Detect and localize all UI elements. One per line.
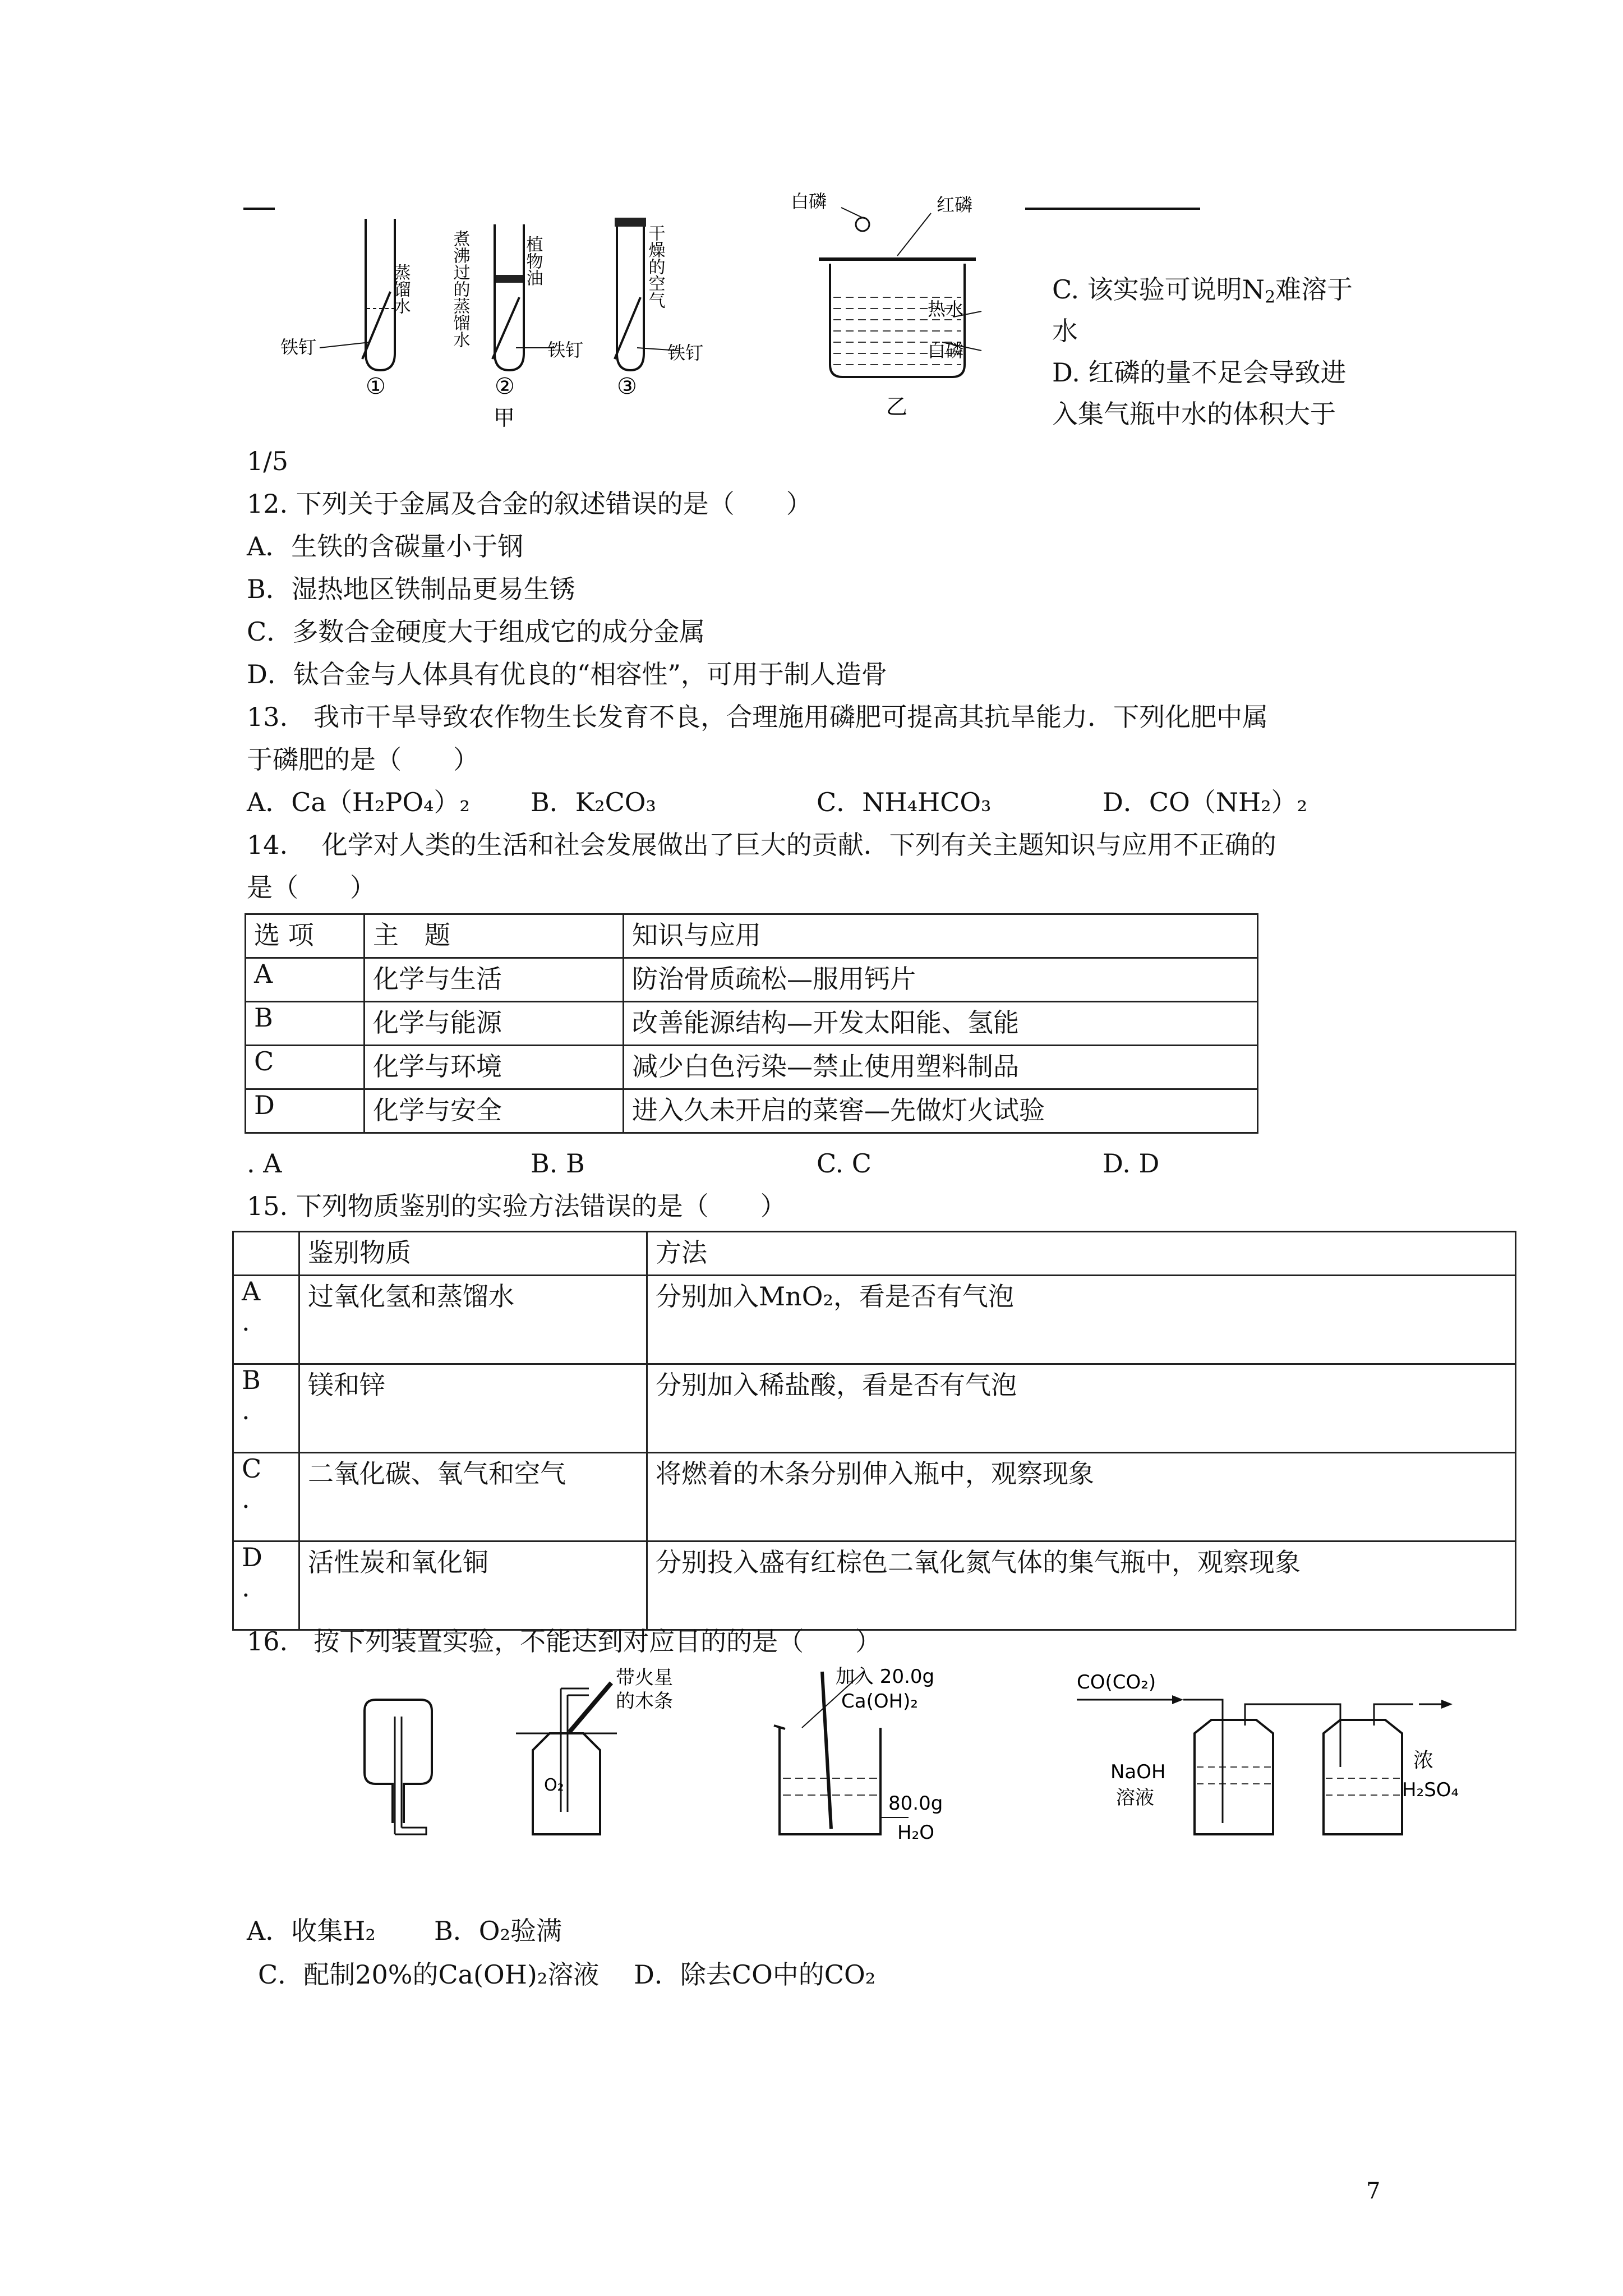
table-row xyxy=(246,1046,1258,1089)
q11-option-d-line1: D. 红磷的量不足会导致进 xyxy=(1052,357,1347,388)
q16-option-d: D．除去CO中的CO₂ xyxy=(634,1959,876,1990)
q14-cell: 改善能源结构—开发太阳能、氢能 xyxy=(624,1002,1258,1046)
c-add-label-1: 加入 20.0g xyxy=(836,1666,935,1688)
q15-cell: 分别投入盛有红棕色二氧化氮气体的集气瓶中，观察现象 xyxy=(647,1542,1516,1630)
apparatus-b-o2-check xyxy=(516,1667,673,1834)
q15-cell: 过氧化氢和蒸馏水 xyxy=(299,1276,647,1364)
q11-option-c-line1: C. 该实验可说明$N_2$难溶于 xyxy=(1052,274,1353,307)
q15-table xyxy=(232,1231,1516,1631)
apparatus-d-remove-co2 xyxy=(1077,1671,1459,1834)
c-add-label-2: Ca(OH)₂ xyxy=(841,1690,919,1713)
jia-boiled-label: 煮沸过的蒸馏水 xyxy=(450,230,470,348)
d-conc-label-2: H₂SO₄ xyxy=(1402,1779,1459,1801)
q16-option-c: C．配制20%的Ca(OH)₂溶液 xyxy=(258,1959,600,1990)
jia-number-3: ③ xyxy=(617,374,637,399)
table-row xyxy=(233,1542,1516,1630)
apparatus-c-solution xyxy=(774,1666,943,1844)
jia-nail-label-1: 铁钉 xyxy=(280,337,317,358)
q15-cell: 镁和锌 xyxy=(299,1364,647,1453)
q16-stem: 16. 按下列装置实验，不能达到对应目的的是（ ） xyxy=(247,1626,882,1657)
q14-header-knowledge: 知识与应用 xyxy=(624,914,1258,958)
d-gas-label: CO(CO₂) xyxy=(1077,1671,1156,1694)
b-splint-label-2: 的木条 xyxy=(616,1690,673,1713)
q14-cell: 化学与生活 xyxy=(365,958,624,1002)
q15-cell: 分别加入稀盐酸，看是否有气泡 xyxy=(647,1364,1516,1453)
q15-cell: 活性炭和氧化铜 xyxy=(299,1542,647,1630)
q15-header-substance: 鉴别物质 xyxy=(299,1232,647,1276)
figure-q16-apparatus xyxy=(348,1666,1469,1851)
q14-cell: A xyxy=(246,958,365,1002)
test-tube-1 xyxy=(320,219,395,370)
q14-cell: 防治骨质疏松—服用钙片 xyxy=(624,958,1258,1002)
q12-option-d: D．钛合金与人体具有优良的“相容性”，可用于制人造骨 xyxy=(247,659,887,689)
q14-option-c: C. C xyxy=(817,1148,872,1179)
q13-stem-line1: 13. 我市干旱导致农作物生长发育不良，合理施用磷肥可提高其抗旱能力．下列化肥中属 xyxy=(247,702,1269,732)
q14-stem-line2: 是（ ） xyxy=(247,872,376,903)
d-naoh-label-1: NaOH xyxy=(1110,1761,1166,1783)
table-row xyxy=(233,1453,1516,1542)
q14-cell: D xyxy=(246,1089,365,1133)
q15-cell-label: C . xyxy=(233,1453,299,1542)
q12-option-c: C．多数合金硬度大于组成它的成分金属 xyxy=(247,616,706,647)
yi-white-p2-label: 白磷 xyxy=(928,340,964,361)
apparatus-a-collect-h2 xyxy=(365,1700,432,1834)
q13-option-d: D．CO（NH₂）₂ xyxy=(1103,787,1308,817)
q15-header-blank xyxy=(233,1232,299,1276)
jia-water-label: 蒸馏水 xyxy=(390,264,411,314)
d-naoh-label-2: 溶液 xyxy=(1116,1787,1154,1809)
q14-cell: 化学与环境 xyxy=(365,1046,624,1089)
b-o2-label: O₂ xyxy=(544,1775,564,1795)
yi-white-p-label: 白磷 xyxy=(791,191,827,212)
q16-option-b: B．O₂验满 xyxy=(434,1916,562,1946)
q12-option-a: A．生铁的含碳量小于钢 xyxy=(247,531,524,562)
q14-cell: B xyxy=(246,1002,365,1046)
q12-option-b: B．湿热地区铁制品更易生锈 xyxy=(247,574,575,604)
q15-cell-label: B . xyxy=(233,1364,299,1453)
table-row xyxy=(233,1364,1516,1453)
q14-option-d: D. D xyxy=(1103,1148,1160,1179)
q15-cell-label: D . xyxy=(233,1542,299,1630)
yi-red-p-label: 红磷 xyxy=(937,194,973,215)
yi-caption: 乙 xyxy=(886,394,908,419)
q14-table xyxy=(245,913,1258,1134)
table-row xyxy=(246,1089,1258,1133)
q15-header-method: 方法 xyxy=(647,1232,1516,1276)
c-water-label-2: H₂O xyxy=(897,1821,934,1844)
q13-option-a: A．Ca（H₂PO₄）₂ xyxy=(247,787,470,817)
q15-stem: 15. 下列物质鉴别的实验方法错误的是（ ） xyxy=(247,1191,786,1221)
c-water-label-1: 80.0g xyxy=(888,1792,943,1815)
q15-cell-label: A . xyxy=(233,1276,299,1364)
q15-cell: 将燃着的木条分别伸入瓶中，观察现象 xyxy=(647,1453,1516,1542)
q14-header-row xyxy=(246,914,1258,958)
page-number: 7 xyxy=(1366,2178,1381,2204)
jia-caption: 甲 xyxy=(494,406,515,430)
q14-cell: 化学与安全 xyxy=(365,1089,624,1133)
q14-cell: 化学与能源 xyxy=(365,1002,624,1046)
q14-cell: 进入久未开启的菜窖—先做灯火试验 xyxy=(624,1089,1258,1133)
q14-header-option: 选 项 xyxy=(246,914,365,958)
jia-dry-air-label: 干燥的空气 xyxy=(645,224,665,309)
table-row xyxy=(233,1276,1516,1364)
q14-stem-line1: 14. 化学对人类的生活和社会发展做出了巨大的贡献．下列有关主题知识与应用不正确的 xyxy=(247,830,1276,860)
d-conc-label-1: 浓 xyxy=(1413,1749,1434,1772)
table-row xyxy=(246,1002,1258,1046)
yi-hot-water-label: 热水 xyxy=(928,298,964,320)
q13-option-c: C．NH₄HCO₃ xyxy=(817,787,992,817)
q14-option-a: . A xyxy=(247,1148,282,1179)
q11-option-d-line2: 入集气瓶中水的体积大于 xyxy=(1052,399,1336,429)
q15-cell: 二氧化碳、氧气和空气 xyxy=(299,1453,647,1542)
jia-number-2: ② xyxy=(495,374,515,399)
q11-option-c-line2: 水 xyxy=(1052,316,1078,346)
q15-header-row xyxy=(233,1232,1516,1276)
q14-cell: 减少白色污染—禁止使用塑料制品 xyxy=(624,1046,1258,1089)
jia-oil-label: 植物油 xyxy=(523,236,543,286)
table-row xyxy=(246,958,1258,1002)
q14-header-theme: 主 题 xyxy=(365,914,624,958)
q14-cell: C xyxy=(246,1046,365,1089)
jia-nail-label-3: 铁钉 xyxy=(667,342,704,364)
q11-fraction: 1/5 xyxy=(247,446,289,476)
jia-nail-label-2: 铁钉 xyxy=(547,339,584,361)
b-splint-label-1: 带火星 xyxy=(616,1667,673,1689)
jia-number-1: ① xyxy=(366,374,386,399)
q13-stem-line2: 于磷肥的是（ ） xyxy=(247,744,479,775)
q12-stem: 12. 下列关于金属及合金的叙述错误的是（ ） xyxy=(247,489,812,519)
q15-cell: 分别加入MnO₂，看是否有气泡 xyxy=(647,1276,1516,1364)
q14-option-b: B. B xyxy=(531,1148,585,1179)
q16-option-a: A．收集H₂ xyxy=(247,1916,376,1946)
q13-option-b: B．K₂CO₃ xyxy=(531,787,656,817)
